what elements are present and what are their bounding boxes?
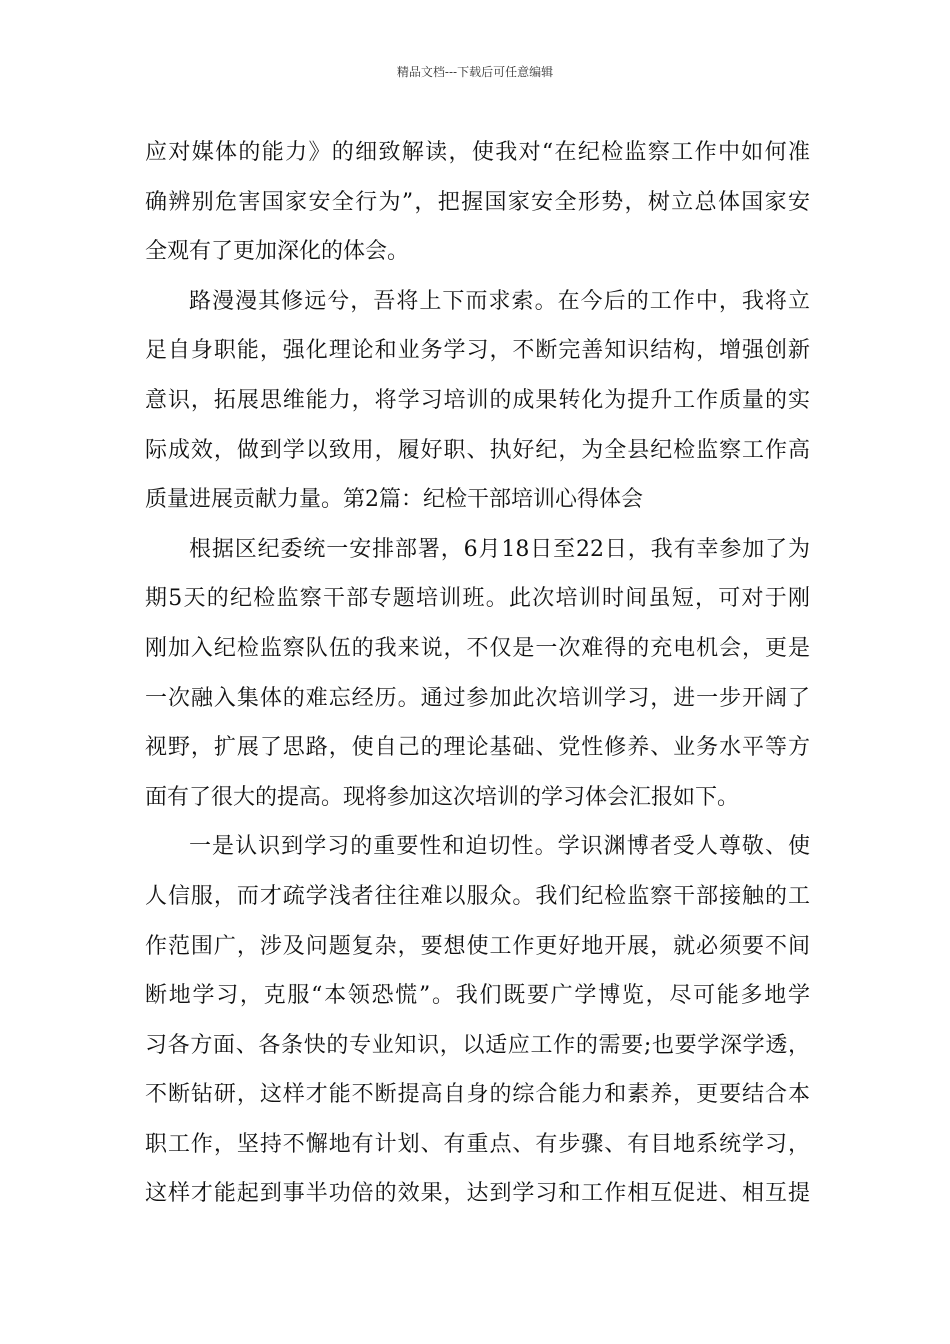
text-line: 一次融入集体的难忘经历。通过参加此次培训学习，进一步开阔了 <box>145 685 810 711</box>
text-line: 作范围广，涉及问题复杂，要想使工作更好地开展，就必须要不间 <box>145 933 810 959</box>
text-line: 人信服，而才疏学浅者往往难以服众。我们纪检监察干部接触的工 <box>145 883 810 909</box>
text-line: 刚加入纪检监察队伍的我来说，不仅是一次难得的充电机会，更是 <box>145 635 810 661</box>
text-line: 足自身职能，强化理论和业务学习，不断完善知识结构，增强创新 <box>145 338 810 364</box>
document-body <box>145 128 810 1219</box>
text-line: 视野，扩展了思路，使自己的理论基础、党性修养、业务水平等方 <box>145 735 810 761</box>
paragraph <box>145 277 810 525</box>
text-line: 断地学习，克服“本领恐慌”。我们既要广学博览，尽可能多地学 <box>145 983 810 1009</box>
page-header: 精品文档---下载后可任意编辑 <box>396 65 554 79</box>
text-line: 这样才能起到事半功倍的效果，达到学习和工作相互促进、相互提 <box>145 1181 810 1207</box>
text-line: 面有了很大的提高。现将参加这次培训的学习体会汇报如下。 <box>145 784 740 810</box>
text-line: 全观有了更加深化的体会。 <box>145 239 410 265</box>
text-line: 际成效，做到学以致用，履好职、执好纪，为全县纪检监察工作高 <box>145 437 810 463</box>
paragraph <box>145 525 810 823</box>
text-line: 路漫漫其修远兮，吾将上下而求索。在今后的工作中，我将立 <box>189 288 810 314</box>
text-line: 不断钻研，这样才能不断提高自身的综合能力和素养，更要结合本 <box>145 1082 810 1108</box>
text-line: 确辨别危害国家安全行为”，把握国家安全形势，树立总体国家安 <box>145 189 810 215</box>
text-line: 根据区纪委统一安排部署，6月18日至22日，我有幸参加了为 <box>189 536 810 562</box>
text-line: 习各方面、各条快的专业知识，以适应工作的需要;也要学深学透， <box>145 1032 810 1058</box>
paragraph <box>145 822 810 1219</box>
text-line: 职工作，坚持不懈地有计划、有重点、有步骤、有目地系统学习， <box>145 1131 810 1157</box>
text-line: 期5天的纪检监察干部专题培训班。此次培训时间虽短，可对于刚 <box>145 586 810 612</box>
paragraph <box>145 128 810 277</box>
text-line: 应对媒体的能力》的细致解读，使我对“在纪检监察工作中如何准 <box>145 140 810 165</box>
text-line: 一是认识到学习的重要性和迫切性。学识渊博者受人尊敬、使 <box>189 834 810 860</box>
text-line: 质量进展贡献力量。第2篇：纪检干部培训心得体会 <box>145 487 643 513</box>
text-line: 意识，拓展思维能力，将学习培训的成果转化为提升工作质量的实 <box>145 387 810 413</box>
